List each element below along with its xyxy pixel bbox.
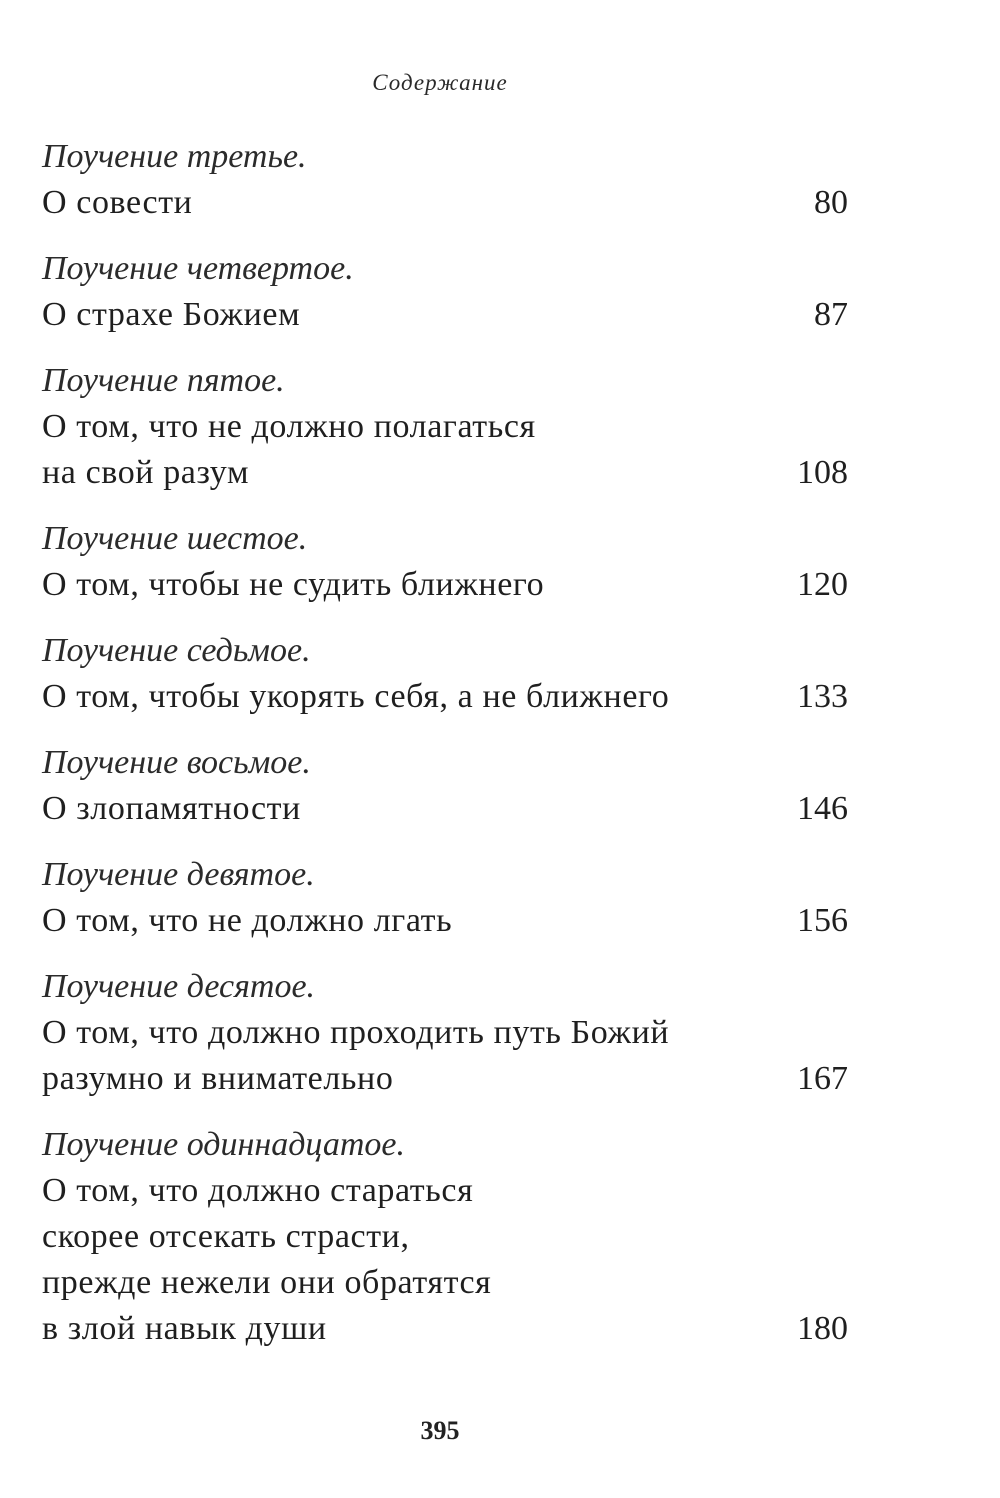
entry-page-number: 180 xyxy=(797,1310,848,1347)
toc-entry xyxy=(42,245,848,338)
entry-title: Поучение восьмое. xyxy=(42,744,311,781)
entry-line: на свой разум xyxy=(42,454,250,491)
toc-entry xyxy=(42,851,848,944)
entry-title: Поучение пятое. xyxy=(42,362,285,399)
entry-body xyxy=(42,180,848,226)
entry-line: О том, что не должно лгать xyxy=(42,902,453,939)
entry-title: Поучение четвертое. xyxy=(42,250,354,287)
entry-body xyxy=(42,404,848,496)
entry-page-number: 87 xyxy=(814,296,848,333)
entry-line: О совести xyxy=(42,184,193,221)
entry-text xyxy=(42,786,301,832)
toc-entry xyxy=(42,515,848,608)
toc-entry xyxy=(42,133,848,226)
entry-line: О злопамятности xyxy=(42,790,301,827)
entry-line: О том, что должно проходить путь Божий xyxy=(42,1014,670,1051)
entry-body xyxy=(42,1010,848,1102)
entry-text xyxy=(42,180,192,226)
running-head: Содержание xyxy=(372,70,508,95)
entry-text xyxy=(42,1168,491,1352)
entry-title: Поучение шестое. xyxy=(42,520,308,557)
entry-page-number: 108 xyxy=(797,454,848,491)
entry-line: О том, чтобы не судить ближнего xyxy=(42,566,545,603)
entry-line: скорее отсекать страсти, xyxy=(42,1218,410,1255)
entry-page-number: 120 xyxy=(797,566,848,603)
entry-text xyxy=(42,1010,669,1102)
page-number: 395 xyxy=(420,1416,460,1445)
entry-line: О том, чтобы укорять себя, а не ближнего xyxy=(42,678,670,715)
entry-body xyxy=(42,562,848,608)
entry-line: прежде нежели они обратятся xyxy=(42,1264,492,1301)
entry-body xyxy=(42,292,848,338)
entry-page-number: 80 xyxy=(814,184,848,221)
entry-line: О страхе Божием xyxy=(42,296,301,333)
entry-body xyxy=(42,898,848,944)
entry-title: Поучение одиннадцатое. xyxy=(42,1126,405,1163)
toc-entry xyxy=(42,739,848,832)
entry-text xyxy=(42,898,452,944)
entry-title: Поучение десятое. xyxy=(42,968,316,1005)
entry-page-number: 146 xyxy=(797,790,848,827)
entry-text xyxy=(42,404,536,496)
entry-line: О том, что должно стараться xyxy=(42,1172,474,1209)
entry-text xyxy=(42,292,300,338)
entry-title: Поучение третье. xyxy=(42,138,307,175)
entry-line: О том, что не должно полагаться xyxy=(42,408,536,445)
entry-text xyxy=(42,562,544,608)
entry-page-number: 156 xyxy=(797,902,848,939)
entry-body xyxy=(42,1168,848,1352)
toc-entry xyxy=(42,963,848,1102)
entry-title: Поучение седьмое. xyxy=(42,632,311,669)
entry-page-number: 167 xyxy=(797,1060,848,1097)
entry-line: в злой навык души xyxy=(42,1310,327,1347)
entry-page-number: 133 xyxy=(797,678,848,715)
toc-entry xyxy=(42,627,848,720)
toc-entry xyxy=(42,1121,848,1352)
entry-line: разумно и внимательно xyxy=(42,1060,394,1097)
table-of-contents xyxy=(42,133,848,1371)
toc-entry xyxy=(42,357,848,496)
entry-body xyxy=(42,786,848,832)
entry-title: Поучение девятое. xyxy=(42,856,315,893)
entry-body xyxy=(42,674,848,720)
entry-text xyxy=(42,674,669,720)
